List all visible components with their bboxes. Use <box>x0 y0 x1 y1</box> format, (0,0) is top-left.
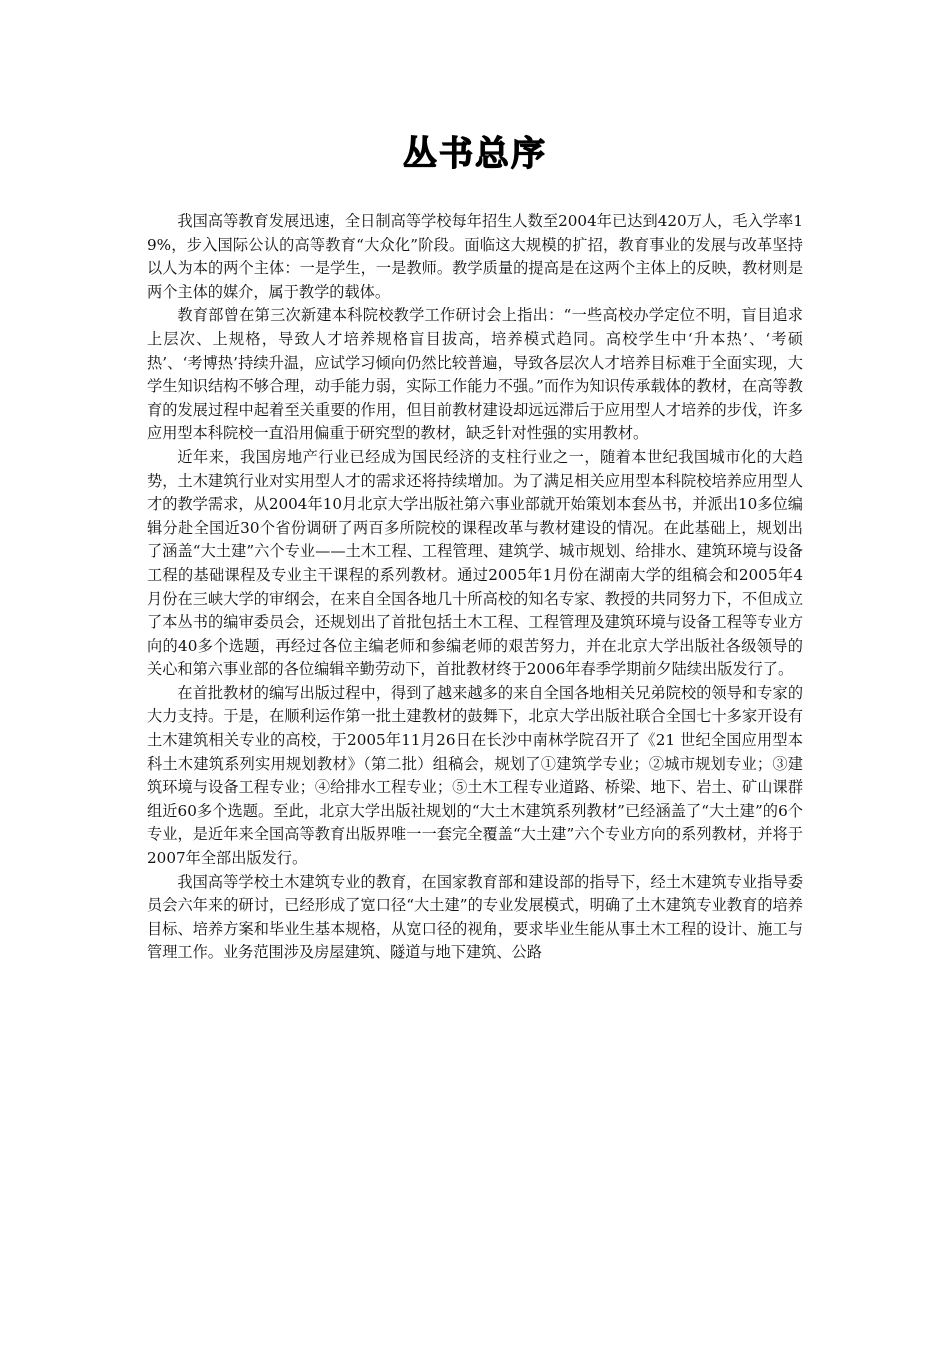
document-body <box>147 210 803 965</box>
paragraph-1: 我国高等教育发展迅速，全日制高等学校每年招生人数至2004年已达到420万人，毛入学率19%，步入国际公认的高等教育“大众化”阶段。面临这大规模的扩招，教育事业的发展与改革坚持以人为本的两个主体：一是学生，一是教师。教学质量的提高是在这两个主体上的反映，教材则是两个主体的媒介，属于教学的载体。 <box>147 212 803 301</box>
paragraph-5: 我国高等学校土木建筑专业的教育，在国家教育部和建设部的指导下，经土木建筑专业指导委员会六年来的研讨，已经形成了宽口径“大土建”的专业发展模式，明确了土木建筑专业教育的培养目标、培养方案和毕业生基本规格，从宽口径的视角，要求毕业生能从事土木工程的设计、施工与管理工作。业务范围涉及房屋建筑、隧道与地下建筑、公路 <box>147 872 803 962</box>
paragraph-4: 在首批教材的编写出版过程中，得到了越来越多的来自全国各地相关兄弟院校的领导和专家的大力支持。于是，在顺利运作第一批土建教材的鼓舞下，北京大学出版社联合全国七十多家开设有土木建筑相关专业的高校，于2005年11月26日在长沙中南林学院召开了《21 世纪全国应用型本科土木建筑系列实用规划教材》（第二批）组稿会，规划了①建筑学专业；②城市规划专业；③建筑环境与设备工程专业；④给排水工程专业；⑤土木工程专业道路、桥梁、地下、岩土、矿山课群组近60多个选题。至此，北京大学出版社规划的“大土木建筑系列教材”已经涵盖了“大土建”的6个专业，是近年来全国高等教育出版界唯一一套完全覆盖“大土建”六个专业方向的系列教材，并将于2007年全部出版发行。 <box>147 683 803 868</box>
paragraph-3: 近年来，我国房地产行业已经成为国民经济的支柱行业之一，随着本世纪我国城市化的大趋势，土木建筑行业对实用型人才的需求还将持续增加。为了满足相关应用型本科院校培养应用型人才的教学需求，从2004年10月北京大学出版社第六事业部就开始策划本套丛书，并派出10多位编辑分赴全国近30个省份调研了两百多所院校的课程改革与教材建设的情况。在此基础上，规划出了涵盖“大土建”六个专业——土木工程、工程管理、建筑学、城市规划、给排水、建筑环境与设备工程的基础课程及专业主干课程的系列教材。通过2005年1月份在湖南大学的组稿会和2005年4月份在三峡大学的审纲会，在来自全国各地几十所高校的知名专家、教授的共同努力下，不但成立了本丛书的编审委员会，还规划出了首批包括土木工程、工程管理及建筑环境与设备工程等专业方向的40多个选题，再经过各位主编老师和参编老师的艰苦努力，并在北京大学出版社各级领导的关心和第六事业部的各位编辑辛勤劳动下，首批教材终于2006年春季学期前夕陆续出版发行了。 <box>147 447 803 679</box>
paragraph-2: 教育部曾在第三次新建本科院校教学工作研讨会上指出：“一些高校办学定位不明，盲目追求上层次、上规格，导致人才培养规格盲目拔高，培养模式趋同。高校学生中‘升本热’、‘考硕热’、‘考博热’持续升温，应试学习倾向仍然比较普遍，导致各层次人才培养目标难于全面实现，大学生知识结构不够合理，动手能力弱，实际工作能力不强。”而作为知识传承载体的教材，在高等教育的发展过程中起着至关重要的作用，但目前教材建设却远远滞后于应用型人才培养的步伐，许多应用型本科院校一直沿用偏重于研究型的教材，缺乏针对性强的实用教材。 <box>147 306 803 443</box>
document-title: 丛书总序 <box>403 134 547 174</box>
